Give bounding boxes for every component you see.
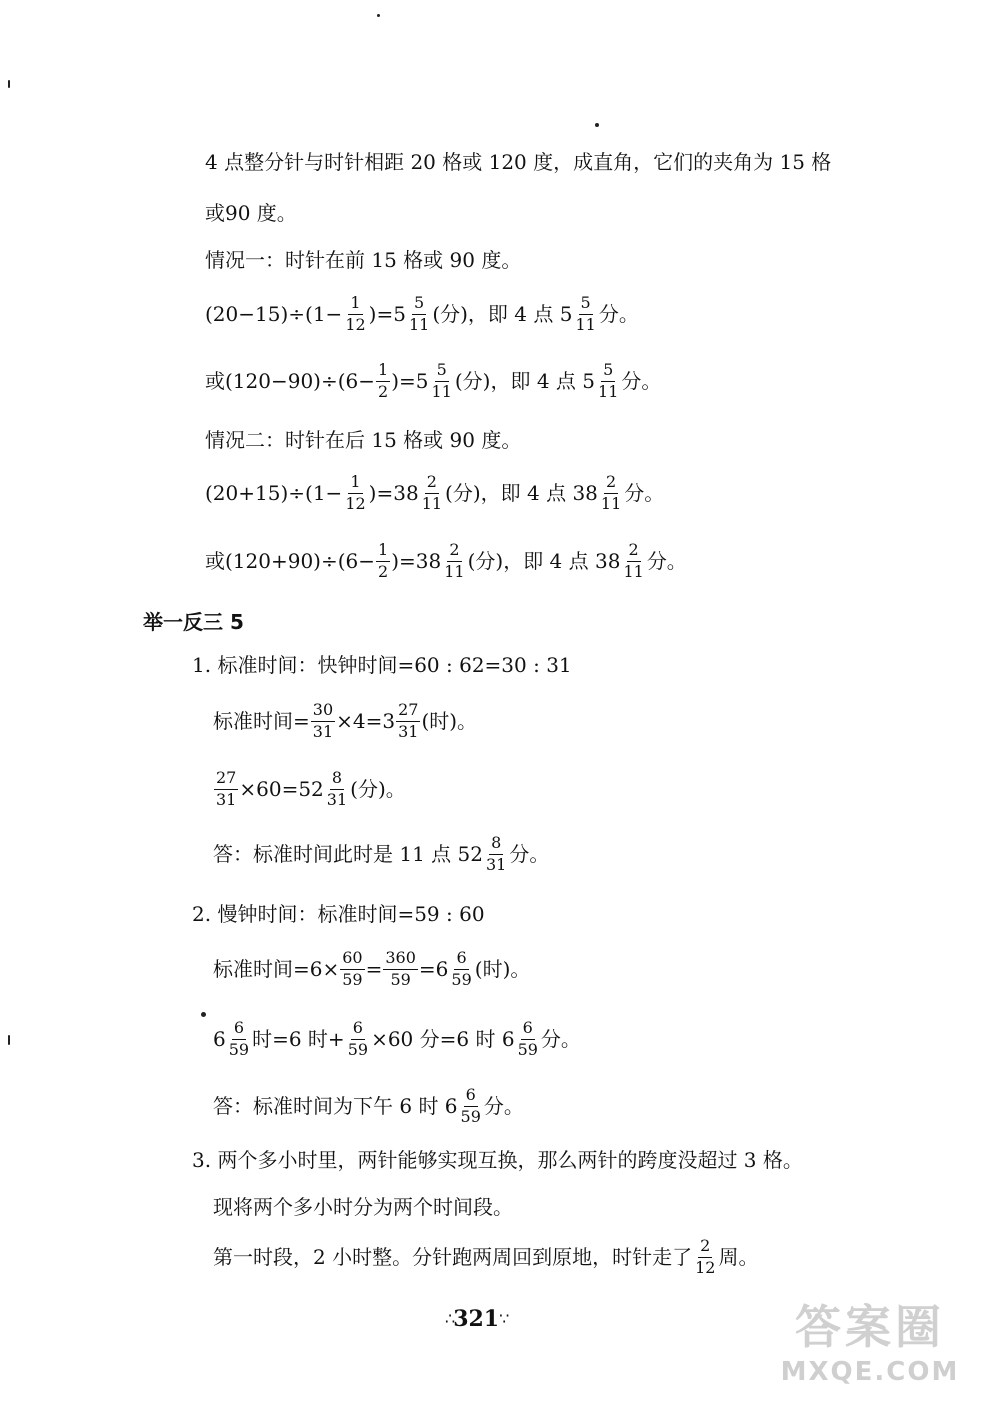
page-footer: [445, 1308, 507, 1330]
equation-line: [213, 768, 406, 810]
equation-text: )=5: [391, 369, 429, 393]
fraction: $\frac{5}{11}$: [598, 359, 619, 401]
fraction: $\frac{1}{12}$: [345, 471, 366, 513]
fraction: $\frac{6}{59}$: [460, 1084, 481, 1126]
equation-text: ×60=52: [239, 777, 324, 801]
equation-text: (分)，即 4 点 38: [445, 481, 598, 505]
equation-text: 6: [213, 1027, 226, 1051]
equation-text: 标准时间=: [213, 709, 310, 733]
fraction: $\frac{2}{11}$: [623, 539, 644, 581]
equation-text: (时)。: [421, 709, 478, 733]
equation-line: [213, 948, 530, 990]
text-line: 或90 度。: [205, 201, 297, 225]
scan-speck: [8, 1035, 10, 1045]
text-line: 情况一：时针在前 15 格或 90 度。: [205, 248, 522, 272]
equation-text: 标准时间=6×: [213, 957, 340, 981]
section-heading: 举一反三 5: [143, 610, 244, 634]
equation-line: [213, 833, 549, 875]
scan-speck: [8, 80, 10, 88]
equation-text: (分)，即 4 点 38: [467, 549, 621, 573]
text-line: 2. 慢钟时间：标准时间=59 : 60: [192, 902, 485, 926]
equation-text: (时)。: [474, 957, 531, 981]
fraction: $\frac{2}{11}$: [444, 539, 465, 581]
fraction: $\frac{6}{59}$: [228, 1017, 250, 1059]
equation-text: ×4=3: [336, 709, 396, 733]
fraction: $\frac{2}{11}$: [600, 471, 622, 513]
text-line: 情况二：时针在后 15 格或 90 度。: [205, 428, 522, 452]
equation-line: [205, 472, 664, 514]
fraction: $\frac{1}{2}$: [378, 539, 389, 581]
fraction: $\frac{5}{11}$: [575, 292, 596, 334]
page-number: 321: [453, 1306, 500, 1332]
decorative-dots-icon: ∵: [499, 1309, 508, 1328]
fraction: $\frac{8}{31}$: [326, 767, 348, 809]
equation-text: 答：标准时间此时是 11 点 52: [213, 842, 483, 866]
equation-line: [213, 1236, 758, 1278]
equation-text: 分。: [624, 481, 665, 505]
text-line: 3. 两个多小时里，两针能够实现互换，那么两针的跨度没超过 3 格。: [192, 1148, 803, 1172]
equation-text: =6: [418, 957, 449, 981]
watermark: [750, 1297, 990, 1407]
fraction: $\frac{1}{2}$: [378, 359, 389, 401]
equation-text: 答：标准时间为下午 6 时 6: [213, 1094, 458, 1118]
scan-speck: [595, 123, 599, 127]
equation-line: [205, 540, 687, 582]
watermark-url: MXQE.COM: [780, 1357, 960, 1387]
equation-text: 分。: [598, 302, 639, 326]
equation-text: )=38: [391, 549, 442, 573]
equation-text: 分。: [509, 842, 550, 866]
equation-text: ×60 分=6 时 6: [371, 1027, 515, 1051]
equation-text: 第一时段，2 小时整。分针跑两周回到原地，时针走了: [213, 1245, 693, 1269]
equation-text: 周。: [718, 1245, 759, 1269]
equation-line: [213, 1085, 524, 1127]
equation-line: [205, 293, 639, 335]
equation-text: 分。: [540, 1027, 581, 1051]
fraction: $\frac{27}{31}$: [216, 767, 237, 809]
equation-line: [213, 1018, 581, 1060]
fraction: $\frac{2}{12}$: [695, 1235, 716, 1277]
fraction: $\frac{6}{59}$: [347, 1017, 369, 1059]
equation-text: (20+15)÷(1−: [205, 481, 343, 505]
fraction: $\frac{360}{59}$: [385, 947, 416, 989]
fraction: $\frac{27}{31}$: [398, 699, 419, 741]
fraction: $\frac{60}{59}$: [342, 947, 363, 989]
equation-line: [213, 700, 477, 742]
equation-text: 或(120+90)÷(6−: [205, 549, 376, 573]
equation-text: 分。: [646, 549, 687, 573]
equation-text: (分)，即 4 点 5: [454, 369, 596, 393]
scan-speck: [201, 1012, 206, 1017]
decorative-dots-icon: ∴: [445, 1309, 454, 1328]
equation-text: (分)，即 4 点 5: [432, 302, 573, 326]
scan-speck: [377, 14, 380, 17]
fraction: $\frac{8}{31}$: [485, 832, 507, 874]
equation-text: 分。: [483, 1094, 524, 1118]
text-line: 1. 标准时间：快钟时间=60 : 62=30 : 31: [192, 653, 572, 677]
equation-text: )=38: [368, 481, 419, 505]
fraction: $\frac{5}{11}$: [431, 359, 452, 401]
equation-text: (20−15)÷(1−: [205, 302, 343, 326]
text-line: 现将两个多小时分为两个时间段。: [213, 1195, 513, 1219]
text-line: 4 点整分针与时针相距 20 格或 120 度，成直角，它们的夹角为 15 格: [205, 150, 832, 174]
equation-text: 时=6 时+: [252, 1027, 345, 1051]
fraction: $\frac{5}{11}$: [408, 292, 430, 334]
equation-text: =: [365, 957, 383, 981]
equation-text: 或(120−90)÷(6−: [205, 369, 376, 393]
fraction: $\frac{6}{59}$: [451, 947, 472, 989]
fraction: $\frac{2}{11}$: [421, 471, 443, 513]
fraction: $\frac{30}{31}$: [312, 699, 334, 741]
equation-line: [205, 360, 661, 402]
equation-text: 分。: [621, 369, 662, 393]
fraction: $\frac{1}{12}$: [345, 292, 366, 334]
equation-text: (分)。: [350, 777, 406, 801]
watermark-logo-text: 答案圈: [795, 1300, 945, 1354]
equation-text: )=5: [368, 302, 406, 326]
fraction: $\frac{6}{59}$: [517, 1017, 538, 1059]
